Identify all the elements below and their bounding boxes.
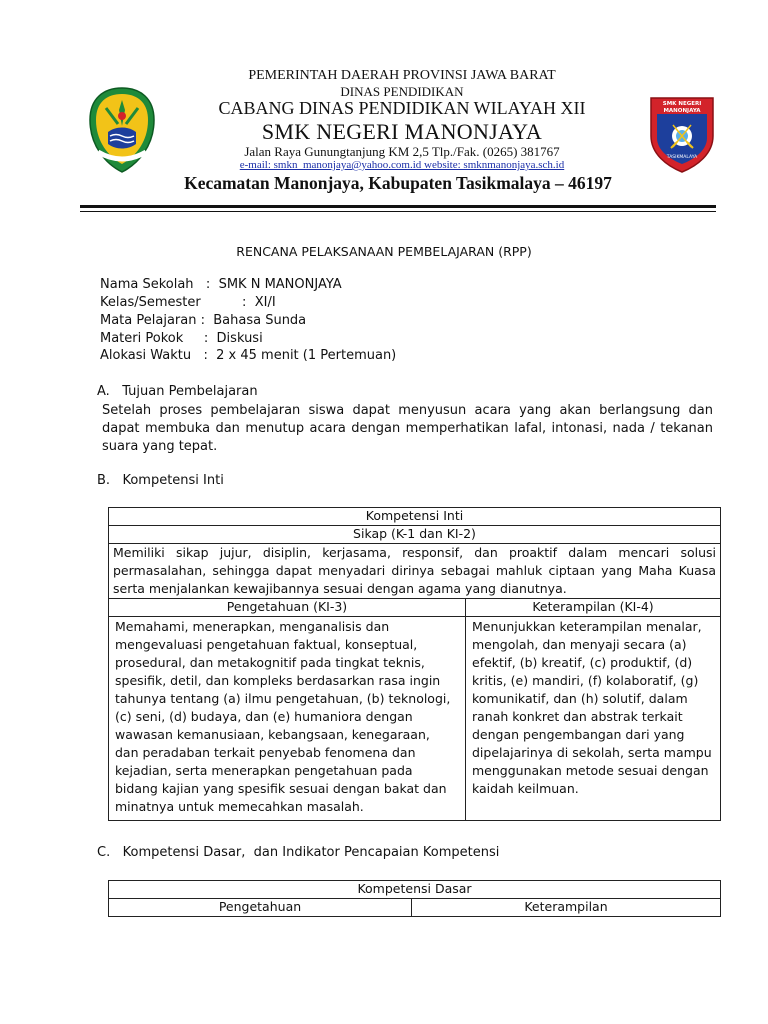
core-table-skill-header: Keterampilan (KI-4) bbox=[466, 599, 721, 617]
document-title: RENCANA PELAKSANAAN PEMBELAJARAN (RPP) bbox=[236, 244, 532, 259]
identity-topic: Materi Pokok : Diskusi bbox=[100, 331, 263, 346]
core-table-title: Kompetensi Inti bbox=[109, 508, 721, 526]
basic-competency-table bbox=[108, 880, 721, 917]
header-contact-link[interactable]: e-mail: smkn_manonjaya@yahoo.com.id website: smknmanonjaya.sch.id bbox=[239, 159, 565, 171]
basic-table-title: Kompetensi Dasar bbox=[109, 881, 721, 899]
header-branch: CABANG DINAS PENDIDIKAN WILAYAH XII bbox=[218, 98, 586, 118]
section-a-heading: A. Tujuan Pembelajaran bbox=[97, 384, 258, 399]
logo-text-top: SMK NEGERI bbox=[662, 101, 702, 107]
core-competency-table bbox=[108, 507, 721, 821]
header-government: PEMERINTAH DAERAH PROVINSI JAWA BARAT bbox=[248, 68, 556, 83]
identity-time: Alokasi Waktu : 2 x 45 menit (1 Pertemuan) bbox=[100, 348, 397, 363]
header-department: DINAS PENDIDIKAN bbox=[340, 84, 464, 99]
header-divider-thin bbox=[80, 211, 716, 212]
section-a-text: Setelah proses pembelajaran siswa dapat menyusun acara yang akan berlangsung dan dapat membuka dan menutup acara dengan memperhatikan lafal, intonasi, nada / tekanan suara yang tepat. bbox=[102, 403, 713, 454]
header-divider-thick bbox=[80, 205, 716, 208]
section-c-heading: C. Kompetensi Dasar, dan Indikator Pencapaian Kompetensi bbox=[97, 845, 500, 860]
core-table-knowledge-header: Pengetahuan (KI-3) bbox=[109, 599, 466, 617]
basic-table-skill-header: Keterampilan bbox=[412, 899, 721, 917]
identity-class: Kelas/Semester : XI/I bbox=[100, 295, 276, 310]
core-table-sikap-header: Sikap (K-1 dan KI-2) bbox=[109, 526, 721, 544]
header-district: Kecamatan Manonjaya, Kabupaten Tasikmalaya – 46197 bbox=[184, 173, 612, 193]
core-table-skill-text: Menunjukkan keterampilan menalar, mengolah, dan menyaji secara (a) efektif, (b) kreatif, (c) produktif, (d) kritis, (e) mandiri, (f) kolaboratif, (g) komunikatif, dan (h) solutif, dalam ranah konkret dan abstrak terkait dengan pengembangan dari yang dipelajarinya di sekolah, serta mampu menggunakan metode sesuai dengan kaidah keilmuan. bbox=[466, 617, 721, 821]
core-table-sikap-text: Memiliki sikap jujur, disiplin, kerjasama, responsif, dan proaktif dalam mencari solusi permasalahan, sehingga dapat menyadari dirinya sebagai mahluk ciptaan yang Maha Kuasa serta menjalankan kewajibannya sesuai dengan agama yang dianutnya. bbox=[109, 544, 721, 599]
header-address: Jalan Raya Gunungtanjung KM 2,5 Tlp./Fak. (0265) 381767 bbox=[244, 144, 560, 159]
section-b-heading: B. Kompetensi Inti bbox=[97, 473, 224, 488]
header-school-name: SMK NEGERI MANONJAYA bbox=[261, 119, 543, 144]
logo-text-bottom: TASIKMALAYA bbox=[666, 155, 698, 160]
core-table-knowledge-text: Memahami, menerapkan, menganalisis dan mengevaluasi pengetahuan faktual, konseptual, prosedural, dan metakognitif pada tingkat teknis, spesifik, detil, dan kompleks berdasarkan rasa ingin tahunya tentang (a) ilmu pengetahuan, (b) teknologi, (c) seni, (d) budaya, dan (e) humaniora dengan wawasan kemanusiaan, kebangsaan, kenegaraan, dan peradaban terkait penyebab fenomena dan kejadian, serta menerapkan pengetahuan pada bidang kajian yang spesifik sesuai dengan bakat dan minatnya untuk memecahkan masalah. bbox=[109, 617, 466, 821]
identity-school: Nama Sekolah : SMK N MANONJAYA bbox=[100, 277, 342, 292]
basic-table-knowledge-header: Pengetahuan bbox=[109, 899, 412, 917]
identity-subject: Mata Pelajaran : Bahasa Sunda bbox=[100, 313, 307, 328]
logo-text-mid: MANONJAYA bbox=[663, 108, 701, 114]
